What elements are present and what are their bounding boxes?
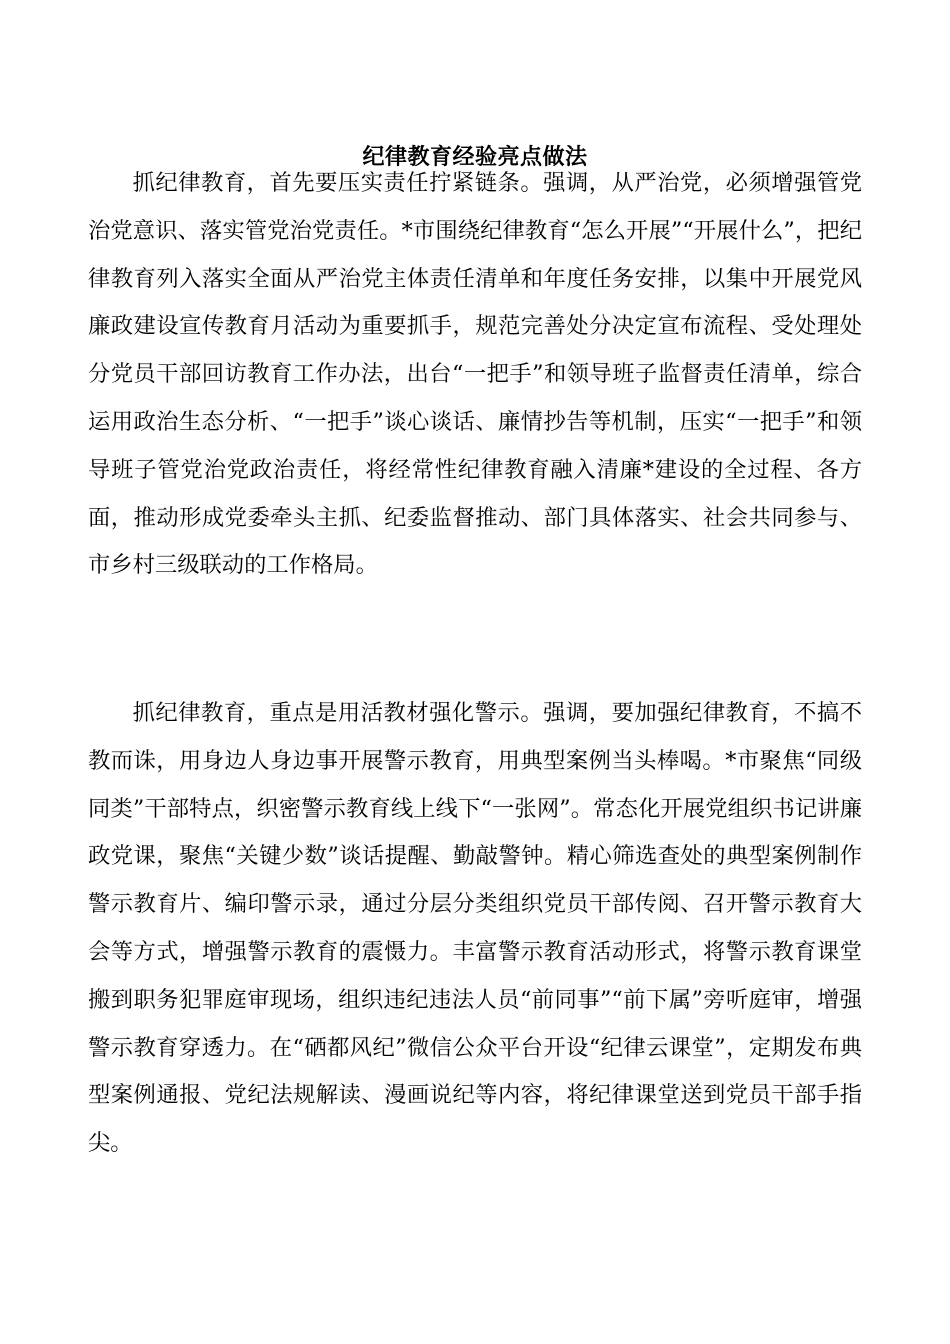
- paragraph-warning-education: 抓纪律教育，重点是用活教材强化警示。强调，要加强纪律教育，不搞不教而诛，用身边人身边事开展警示教育，用典型案例当头棒喝。*市聚焦“同级同类”干部特点，织密警示教育线上线下“一张网”。常态化开展党组织书记讲廉政党课，聚焦“关键少数”谈话提醒、勤敲警钟。精心筛选查处的典型案例制作警示教育片、编印警示录，通过分层分类组织党员干部传阅、召开警示教育大会等方式，增强警示教育的震慑力。丰富警示教育活动形式，将警示教育课堂搬到职务犯罪庭审现场，组织违纪违法人员“前同事”“前下属”旁听庭审，增强警示教育穿透力。在“硒都风纪”微信公众平台开设“纪律云课堂”，定期发布典型案例通报、党纪法规解读、漫画说纪等内容，将纪律课堂送到党员干部手指尖。: [88, 700, 862, 1157]
- document-title: 纪律教育经验亮点做法: [362, 144, 588, 170]
- paragraph-responsibility: 抓纪律教育，首先要压实责任拧紧链条。强调，从严治党，必须增强管党治党意识、落实管党治党责任。*市围绕纪律教育“怎么开展”“开展什么”，把纪律教育列入落实全面从严治党主体责任清单和年度任务安排，以集中开展党风廉政建设宣传教育月活动为重要抓手，规范完善处分决定宣布流程、受处理处分党员干部回访教育工作办法，出台“一把手”和领导班子监督责任清单，综合运用政治生态分析、“一把手”谈心谈话、廉情抄告等机制，压实“一把手”和领导班子管党治党政治责任，将经常性纪律教育融入清廉*建设的全过程、各方面，推动形成党委牵头主抓、纪委监督推动、部门具体落实、社会共同参与、市乡村三级联动的工作格局。: [88, 170, 862, 579]
